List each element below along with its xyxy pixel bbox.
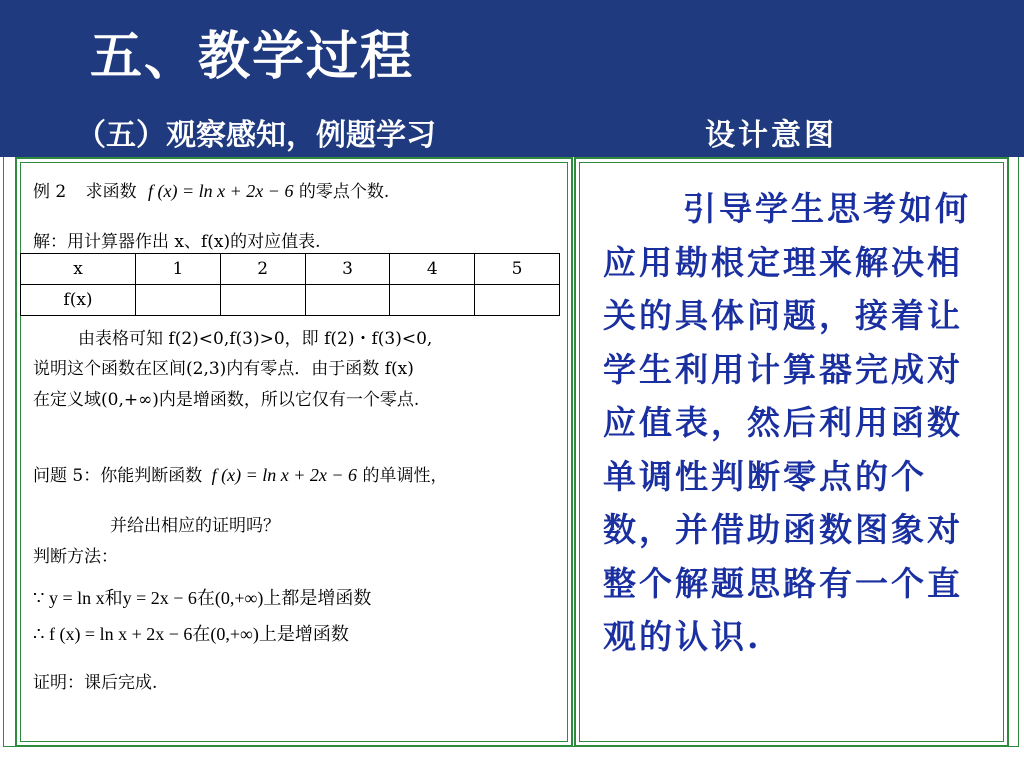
table-cell: 4 <box>390 254 475 285</box>
table-cell: 2 <box>220 254 305 285</box>
judge-line-1: ∵ y = ln x和y = 2x − 6在(0,+∞)上都是增函数 <box>33 588 372 608</box>
table-cell: 1 <box>136 254 221 285</box>
question5-suffix: 的单调性， <box>362 466 448 486</box>
question5-formula: f (x) = ln x + 2x − 6 <box>211 465 358 485</box>
table-row <box>21 254 560 285</box>
proof-line: 证明：课后完成. <box>33 673 158 693</box>
table-row <box>21 285 560 316</box>
value-table <box>20 253 560 316</box>
example-prompt-prefix: 求函数 <box>85 182 137 202</box>
table-cell: 3 <box>305 254 390 285</box>
judge-title: 判断方法： <box>33 547 118 567</box>
section-subtitle: （五）观察感知，例题学习 <box>76 118 436 153</box>
table-cell <box>390 285 475 316</box>
design-intent-text: 引导学生思考如何应用勘根定理来解决相关的具体问题，接着让学生利用计算器完成对应值表，然后利用函数单调性判断零点的个数，并借助函数图象对整个解题思路有一个直观的认识. <box>603 189 971 656</box>
analysis-line-2: 说明这个函数在区间(2,3)内有零点．由于函数 f(x) <box>33 359 414 379</box>
analysis-line-3: 在定义域(0,+∞)内是增函数，所以它仅有一个零点. <box>33 390 420 410</box>
table-cell <box>475 285 560 316</box>
example-formula: f (x) = ln x + 2x − 6 <box>148 181 294 201</box>
question5-prefix: 问题 5：你能判断函数 <box>33 466 203 486</box>
table-cell: x <box>21 254 136 285</box>
frame-line-right <box>1018 157 1019 747</box>
design-intent-title: 设计意图 <box>705 118 837 153</box>
example-line <box>33 177 389 202</box>
solution-intro: 解：用计算器作出 x、f(x)的对应值表. <box>33 232 321 252</box>
example-prompt-suffix: 的零点个数. <box>298 182 390 202</box>
judge-line-2: ∴ f (x) = ln x + 2x − 6在(0,+∞)上是增函数 <box>33 624 349 644</box>
table-cell <box>220 285 305 316</box>
table-cell: f(x) <box>21 285 136 316</box>
table-cell: 5 <box>475 254 560 285</box>
question5-line-2: 并给出相应的证明吗？ <box>110 516 280 536</box>
table-cell <box>136 285 221 316</box>
question5-line <box>33 461 447 486</box>
page-title: 五、教学过程 <box>90 26 415 87</box>
analysis-line-1: 由表格可知 f(2)<0,f(3)>0，即 f(2)・f(3)<0, <box>78 329 433 349</box>
table-cell <box>305 285 390 316</box>
frame-line-left <box>3 157 4 747</box>
header-banner <box>0 0 1024 157</box>
example-label: 例 2 <box>33 182 67 202</box>
